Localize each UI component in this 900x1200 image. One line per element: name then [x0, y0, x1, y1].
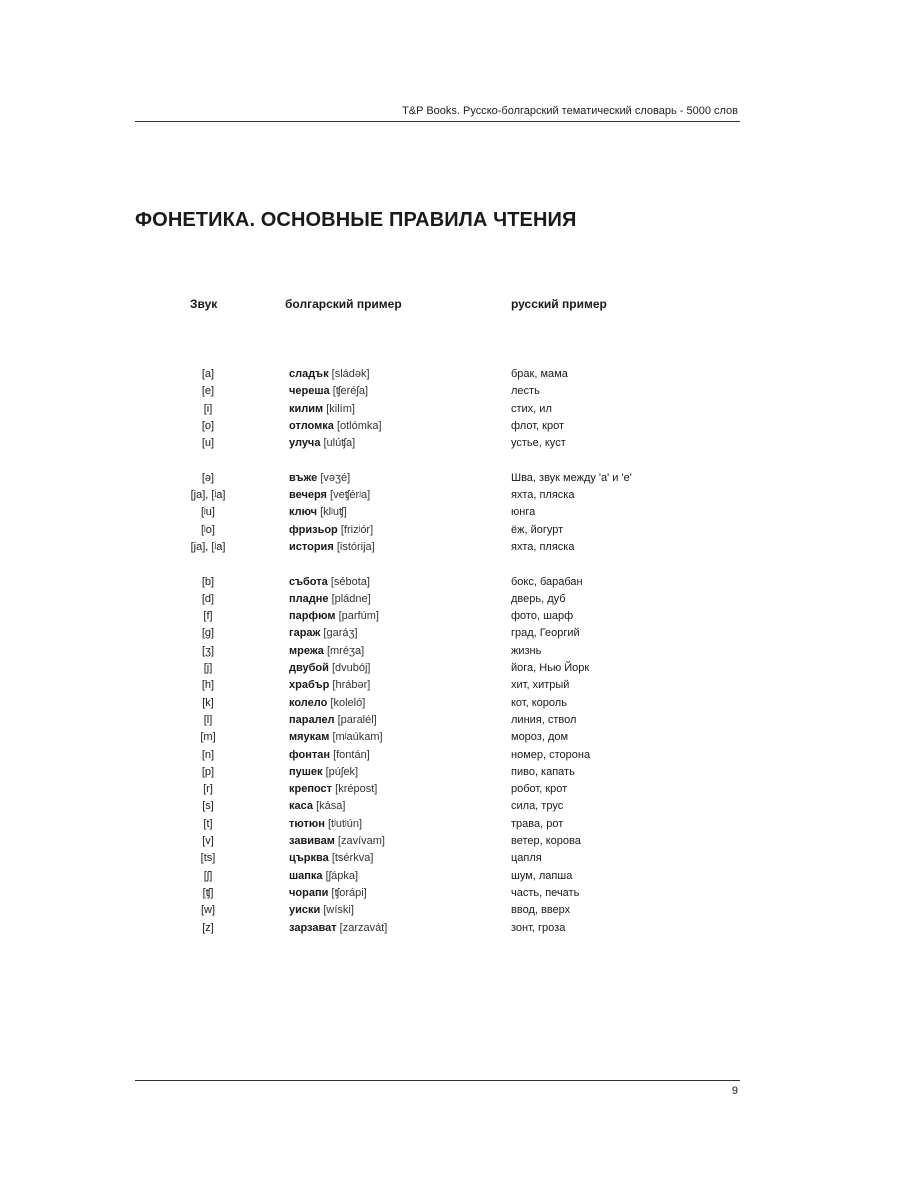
bulgarian-example-cell — [289, 677, 370, 694]
transcription: [sébota] — [330, 575, 370, 588]
transcription: [krépost] — [335, 783, 378, 796]
transcription: [wíski] — [323, 904, 354, 917]
transcription: [ʧeréʃa] — [332, 385, 368, 398]
sound-cell: [z] — [202, 921, 214, 934]
russian-example-cell: устье, куст — [511, 437, 566, 450]
table-row — [0, 850, 900, 867]
sound-cell: [e] — [201, 385, 215, 398]
bulgarian-word: колело — [289, 696, 328, 709]
russian-example-cell: фото, шарф — [511, 610, 574, 623]
sound-cell: [r] — [203, 783, 213, 796]
sound-cell: [n] — [201, 748, 215, 761]
transcription: [vəʒé] — [320, 471, 351, 484]
bulgarian-example-cell — [289, 470, 350, 487]
transcription: [dvubój] — [331, 662, 371, 675]
sound-cell: [b] — [201, 575, 215, 588]
russian-example-cell: мороз, дом — [511, 731, 569, 744]
russian-example-cell: Шва, звук между 'а' и 'е' — [511, 471, 632, 484]
transcription: [ulúʧa] — [323, 437, 356, 450]
column-header-bulgarian: болгарский пример — [285, 297, 402, 311]
sound-cell: [ʧ] — [202, 886, 214, 899]
bulgarian-word: гараж — [289, 627, 321, 640]
transcription: [mréʒa] — [326, 644, 365, 657]
transcription: [paralél] — [337, 713, 377, 726]
sound-cell: [i] — [203, 402, 213, 415]
sound-cell: [v] — [202, 835, 214, 848]
transcription: [koleló] — [330, 696, 366, 709]
bulgarian-example-cell — [289, 608, 379, 625]
bulgarian-word: череша — [289, 385, 330, 398]
running-header: T&P Books. Русско-болгарский тематический словарь - 5000 слов — [402, 105, 738, 117]
page-number: 9 — [731, 1085, 738, 1097]
sound-cell: [t] — [203, 817, 213, 830]
table-row — [0, 366, 900, 383]
transcription: [hrábər] — [332, 679, 371, 692]
bulgarian-example-cell — [289, 366, 370, 383]
transcription: [parfúm] — [338, 610, 379, 623]
column-header-sound: Звук — [190, 297, 218, 311]
table-row — [0, 781, 900, 798]
table-row — [0, 660, 900, 677]
table-row — [0, 816, 900, 833]
table-row — [0, 885, 900, 902]
bulgarian-word: събота — [289, 575, 328, 588]
bulgarian-word: завивам — [289, 835, 335, 848]
bulgarian-example-cell — [289, 850, 373, 867]
russian-example-cell: юнга — [511, 506, 536, 519]
transcription: [istórija] — [336, 540, 375, 553]
bulgarian-example-cell — [289, 920, 387, 937]
russian-example-cell: кот, король — [511, 696, 567, 709]
sound-cell: [ʲu] — [201, 506, 215, 519]
russian-example-cell: робот, крот — [511, 783, 568, 796]
transcription: [zavívam] — [337, 835, 385, 848]
transcription: [zarzavát] — [339, 921, 388, 934]
russian-example-cell: хит, хитрый — [511, 679, 570, 692]
phonetics-table — [0, 366, 900, 937]
bulgarian-word: чорапи — [289, 886, 329, 899]
table-row — [0, 539, 900, 556]
bulgarian-word: въже — [289, 471, 318, 484]
sound-cell: [g] — [201, 627, 215, 640]
bulgarian-example-cell — [289, 764, 358, 781]
bulgarian-word: вечеря — [289, 489, 327, 502]
bulgarian-word: фризьор — [289, 523, 338, 536]
transcription: [sládək] — [331, 368, 370, 380]
header-divider — [135, 121, 740, 122]
russian-example-cell: яхта, пляска — [511, 489, 575, 502]
table-row — [0, 522, 900, 539]
bulgarian-example-cell — [289, 625, 358, 642]
sound-cell: [h] — [201, 679, 215, 692]
russian-example-cell: йога, Нью Йорк — [511, 662, 590, 675]
table-row — [0, 712, 900, 729]
bulgarian-word: отломка — [289, 419, 334, 432]
transcription: [ʃápka] — [325, 869, 359, 882]
transcription: [pládne] — [331, 592, 371, 605]
table-row — [0, 383, 900, 400]
sound-cell: [l] — [203, 713, 213, 726]
russian-example-cell: лесть — [511, 385, 540, 398]
sound-cell: [d] — [201, 592, 215, 605]
bulgarian-example-cell — [289, 885, 367, 902]
bulgarian-word: църква — [289, 852, 329, 865]
bulgarian-word: зарзават — [289, 921, 337, 934]
column-header-russian: русский пример — [511, 297, 607, 311]
bulgarian-example-cell — [289, 504, 347, 521]
bulgarian-word: мрежа — [289, 644, 324, 657]
sound-cell: [p] — [201, 765, 215, 778]
russian-example-cell: линия, ствол — [511, 713, 577, 726]
bulgarian-example-cell — [289, 383, 368, 400]
bulgarian-example-cell — [289, 816, 362, 833]
russian-example-cell: пиво, капать — [511, 765, 575, 778]
russian-example-cell: брак, мама — [511, 368, 568, 380]
russian-example-cell: яхта, пляска — [511, 540, 575, 553]
bulgarian-word: тютюн — [289, 817, 325, 830]
transcription: [garáʒ] — [323, 627, 358, 640]
bulgarian-word: двубой — [289, 662, 329, 675]
sound-cell: [ʃ] — [203, 869, 213, 882]
sound-cell: [ja], [ʲa] — [190, 540, 226, 553]
bulgarian-example-cell — [289, 729, 383, 746]
russian-example-cell: сила, трус — [511, 800, 564, 813]
sound-cell: [ə] — [201, 471, 215, 484]
table-row — [0, 591, 900, 608]
transcription: [púʃek] — [325, 765, 359, 778]
page-title: ФОНЕТИКА. ОСНОВНЫЕ ПРАВИЛА ЧТЕНИЯ — [135, 209, 577, 231]
sound-cell: [s] — [202, 800, 214, 813]
transcription: [klʲuʧ] — [320, 506, 347, 519]
russian-example-cell: жизнь — [511, 644, 542, 657]
transcription: [otlómka] — [336, 419, 382, 432]
bulgarian-word: паралел — [289, 713, 335, 726]
table-row — [0, 920, 900, 937]
transcription: [fontán] — [333, 748, 370, 761]
transcription: [mʲaúkam] — [332, 731, 383, 744]
table-row — [0, 418, 900, 435]
russian-example-cell: бокс, барабан — [511, 575, 583, 588]
bulgarian-word: крепост — [289, 783, 333, 796]
russian-example-cell: ёж, йогурт — [511, 523, 564, 536]
bulgarian-example-cell — [289, 833, 385, 850]
bulgarian-example-cell — [289, 539, 375, 556]
bulgarian-word: мяукам — [289, 731, 330, 744]
russian-example-cell: стих, ил — [511, 402, 552, 415]
table-row — [0, 625, 900, 642]
sound-cell: [u] — [201, 437, 215, 450]
russian-example-cell: дверь, дуб — [511, 592, 566, 605]
table-row — [0, 608, 900, 625]
bulgarian-word: пладне — [289, 592, 329, 605]
table-row — [0, 798, 900, 815]
russian-example-cell: флот, крот — [511, 419, 565, 432]
bulgarian-word: шапка — [289, 869, 323, 882]
table-row — [0, 729, 900, 746]
transcription: [ʧorápi] — [331, 886, 367, 899]
table-row — [0, 764, 900, 781]
transcription: [kilím] — [326, 402, 355, 415]
bulgarian-word: история — [289, 540, 334, 553]
table-row — [0, 504, 900, 521]
russian-example-cell: часть, печать — [511, 886, 580, 899]
bulgarian-word: пушек — [289, 765, 323, 778]
bulgarian-example-cell — [289, 781, 377, 798]
bulgarian-example-cell — [289, 747, 370, 764]
sound-cell: [k] — [202, 696, 214, 709]
transcription: [veʧérʲa] — [330, 489, 371, 502]
table-row — [0, 487, 900, 504]
russian-example-cell: ветер, корова — [511, 835, 581, 848]
sound-cell: [ʒ] — [201, 644, 215, 657]
bulgarian-example-cell — [289, 574, 370, 591]
russian-example-cell: шум, лапша — [511, 869, 573, 882]
russian-example-cell: номер, сторона — [511, 748, 591, 761]
table-row — [0, 470, 900, 487]
russian-example-cell: цапля — [511, 852, 542, 865]
bulgarian-word: килим — [289, 402, 324, 415]
table-row — [0, 435, 900, 452]
sound-cell: [ja], [ʲa] — [190, 489, 226, 502]
bulgarian-example-cell — [289, 435, 355, 452]
sound-cell: [m] — [200, 731, 216, 744]
table-row — [0, 747, 900, 764]
sound-cell: [f] — [203, 610, 213, 623]
sound-cell: [ʲo] — [201, 523, 215, 536]
sound-cell: [j] — [203, 662, 213, 675]
bulgarian-example-cell — [289, 868, 358, 885]
table-row — [0, 868, 900, 885]
bulgarian-example-cell — [289, 487, 370, 504]
bulgarian-word: ключ — [289, 506, 317, 519]
bulgarian-example-cell — [289, 522, 373, 539]
transcription: [tʲutʲún] — [328, 817, 363, 830]
sound-cell: [ts] — [200, 852, 216, 865]
table-row — [0, 643, 900, 660]
table-row — [0, 677, 900, 694]
bulgarian-word: каса — [289, 800, 313, 813]
table-row — [0, 695, 900, 712]
table-row — [0, 401, 900, 418]
table-row — [0, 574, 900, 591]
sound-cell: [a] — [201, 368, 215, 380]
bulgarian-example-cell — [289, 643, 364, 660]
bulgarian-word: фонтан — [289, 748, 330, 761]
transcription: [tsérkva] — [331, 852, 374, 865]
bulgarian-word: храбър — [289, 679, 330, 692]
bulgarian-example-cell — [289, 798, 345, 815]
sound-cell: [o] — [201, 419, 215, 432]
bulgarian-example-cell — [289, 418, 382, 435]
bulgarian-example-cell — [289, 695, 365, 712]
bulgarian-word: парфюм — [289, 610, 336, 623]
russian-example-cell: ввод, вверх — [511, 904, 571, 917]
bulgarian-example-cell — [289, 401, 355, 418]
bulgarian-example-cell — [289, 660, 370, 677]
bulgarian-example-cell — [289, 902, 354, 919]
russian-example-cell: град, Георгий — [511, 627, 580, 640]
transcription: [frizʲór] — [340, 523, 374, 536]
transcription: [kása] — [316, 800, 346, 813]
russian-example-cell: трава, рот — [511, 817, 564, 830]
sound-cell: [w] — [200, 904, 216, 917]
table-row — [0, 902, 900, 919]
russian-example-cell: зонт, гроза — [511, 921, 566, 934]
bulgarian-example-cell — [289, 591, 371, 608]
table-row — [0, 833, 900, 850]
bulgarian-example-cell — [289, 712, 377, 729]
bulgarian-word: уиски — [289, 904, 321, 917]
bulgarian-word: улуча — [289, 437, 321, 450]
bulgarian-word: сладък — [289, 368, 329, 380]
footer-divider — [135, 1080, 740, 1081]
